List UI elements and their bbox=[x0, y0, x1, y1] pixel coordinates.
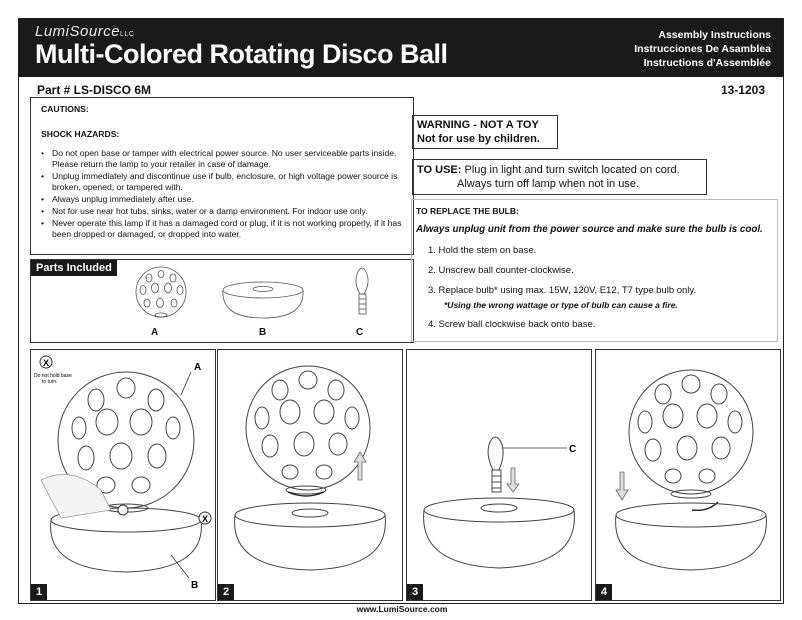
callout-c: C bbox=[569, 444, 577, 455]
callout-line-b bbox=[171, 555, 189, 578]
caution-item: • Do not open base or tamper with electrical power source. No user serviceable parts inside. Please return the lamp to your retailer in case of damage. bbox=[41, 148, 403, 170]
no-hold-text-2: to turn. bbox=[42, 379, 58, 385]
replace-step: 1. Hold the stem on base. bbox=[428, 245, 537, 256]
step-panel-4 bbox=[595, 349, 781, 601]
to-use-label: TO USE: bbox=[417, 164, 462, 176]
document-code: 13-1203 bbox=[720, 83, 765, 97]
callout-b: B bbox=[191, 580, 199, 591]
down-arrow-icon bbox=[616, 472, 628, 500]
disco-ball-icon bbox=[136, 267, 186, 317]
replace-step: 2. Unscrew ball counter-clockwise. bbox=[428, 265, 574, 276]
base-icon bbox=[223, 282, 303, 318]
warning-text: Not for use by children. bbox=[417, 133, 540, 145]
disco-ball-drawing bbox=[629, 370, 753, 498]
to-use-box bbox=[412, 159, 707, 195]
base-x-icon: X bbox=[202, 514, 209, 524]
base-drawing bbox=[424, 498, 575, 568]
step-number-3: 3 bbox=[407, 584, 423, 600]
base-drawing bbox=[616, 503, 767, 570]
replace-step: 4. Screw ball clockwise back onto base. bbox=[428, 319, 596, 330]
part-letter-c: C bbox=[356, 327, 364, 338]
bulb-icon bbox=[356, 268, 368, 314]
page-title: Multi-Colored Rotating Disco Ball bbox=[35, 39, 448, 69]
assembly-instructions-label: Assembly Instructions Instrucciones De Asamblea Instructions d'Assemblée bbox=[634, 29, 771, 69]
to-use-line2: Always turn off lamp when not in use. bbox=[457, 178, 640, 190]
hand-icon bbox=[41, 474, 111, 518]
footer-website: www.LumiSource.com bbox=[356, 604, 448, 614]
replace-heading: TO REPLACE THE BULB: bbox=[416, 206, 519, 216]
callout-a: A bbox=[194, 362, 202, 373]
base-drawing bbox=[51, 508, 202, 572]
step-number-1: 1 bbox=[31, 584, 47, 600]
step-panel-2 bbox=[217, 349, 403, 601]
part-letter-a: A bbox=[151, 327, 159, 338]
step-panel-1 bbox=[30, 349, 216, 601]
caution-item: • Unplug immediately and discontinue use if bulb, enclosure, or high voltage power source is broken, opened, or tampered with. bbox=[41, 171, 403, 193]
warning-title: WARNING - NOT A TOY bbox=[417, 119, 539, 131]
parts-included-box bbox=[30, 259, 414, 343]
part-letter-b: B bbox=[259, 327, 267, 338]
brand-logo: LumiSourceLLC bbox=[35, 23, 135, 40]
replace-step: 3. Replace bulb* using max. 15W, 120V, E12, T7 type bulb only. bbox=[428, 285, 697, 296]
header-bar bbox=[19, 19, 783, 77]
step-4-illustration bbox=[596, 350, 782, 602]
cautions-box bbox=[30, 97, 414, 255]
disco-ball-drawing bbox=[246, 366, 370, 494]
callout-line-a bbox=[181, 372, 191, 395]
replace-bulb-box bbox=[411, 199, 778, 342]
part-number: Part # LS-DISCO 6M bbox=[37, 83, 152, 97]
step-number-2: 2 bbox=[218, 584, 234, 600]
step-3-illustration bbox=[407, 350, 593, 602]
step-2-illustration bbox=[218, 350, 404, 602]
base-drawing bbox=[235, 503, 386, 570]
step-number-4: 4 bbox=[596, 584, 612, 600]
instruction-sheet bbox=[18, 18, 784, 614]
step-panel-3 bbox=[406, 349, 592, 601]
warning-box bbox=[412, 115, 558, 149]
shock-hazards-heading: SHOCK HAZARDS: bbox=[41, 129, 120, 139]
no-hold-x-icon: X bbox=[43, 358, 50, 368]
caution-item: • Always unplug immediately after use. bbox=[41, 194, 403, 205]
parts-included-label: Parts Included bbox=[31, 260, 117, 276]
bulb-drawing bbox=[488, 437, 503, 492]
check-icon bbox=[118, 505, 128, 515]
down-arrow-icon bbox=[507, 468, 519, 492]
to-use-line1: Plug in light and turn switch located on cord. bbox=[464, 164, 680, 176]
up-arrow-icon bbox=[354, 452, 366, 480]
caution-item: • Not for use near hot tubs, sinks, water or a damp environment. For indoor use only. bbox=[41, 206, 403, 217]
wattage-note: *Using the wrong wattage or type of bulb can cause a fire. bbox=[444, 300, 678, 310]
caution-item: • Never operate this lamp if it has a damaged cord or plug, if it is not working properly, if it has been dropped or damaged, or dropped into water. bbox=[41, 218, 403, 240]
step-1-illustration bbox=[31, 350, 217, 602]
unplug-warning: Always unplug unit from the power source and make sure the bulb is cool. bbox=[416, 224, 763, 235]
cautions-heading: CAUTIONS: bbox=[41, 104, 89, 114]
no-hold-text-1: Do not hold base bbox=[34, 373, 72, 379]
